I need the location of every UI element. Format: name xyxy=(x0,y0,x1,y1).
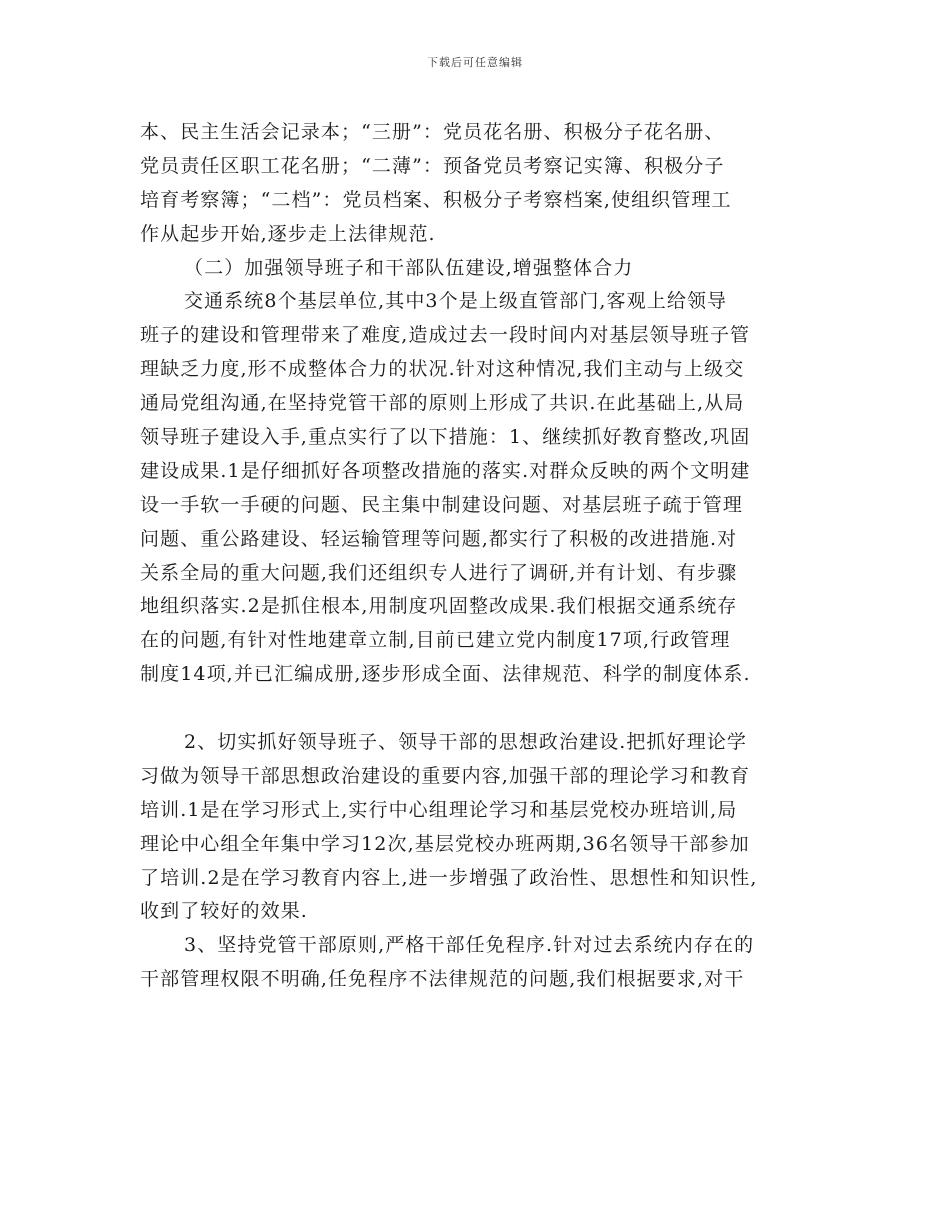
text-line: 关系全局的重大问题,我们还组织专人进行了调研,并有计划、有步骤 xyxy=(140,561,738,584)
text-line: 建设成果.1是仔细抓好各项整改措施的落实.对群众反映的两个文明建 xyxy=(140,459,751,482)
text-line: 在的问题,有针对性地建章立制,目前已建立党内制度17项,行政管理 xyxy=(140,629,731,652)
text-line: 习做为领导干部思想政治建设的重要内容,加强干部的理论学习和教育 xyxy=(140,764,751,787)
text-line: 收到了较好的效果. xyxy=(140,900,308,923)
text-line: 干部管理权限不明确,任免程序不法律规范的问题,我们根据要求,对干 xyxy=(140,968,745,991)
text-line: 通局党组沟通,在坚持党管干部的原则上形成了共识.在此基础上,从局 xyxy=(140,392,745,415)
text-line: 问题、重公路建设、轻运输管理等问题,都实行了积极的改进措施.对 xyxy=(140,527,738,550)
section-heading: （二）加强领导班子和干部队伍建设,增强整体合力 xyxy=(184,256,634,279)
text-line: 领导班子建设入手,重点实行了以下措施：1、继续抓好教育整改,巩固 xyxy=(140,426,751,449)
page-header: 下载后可任意编辑 xyxy=(427,56,523,69)
paragraph-gap xyxy=(140,692,830,726)
text-line: 设一手软一手硬的问题、民主集中制建设问题、对基层班子疏于管理 xyxy=(140,493,744,516)
document-body xyxy=(140,116,830,997)
text-line: 班子的建设和管理带来了难度,造成过去一段时间内对基层领导班子管 xyxy=(140,324,751,347)
text-line: 理缺乏力度,形不成整体合力的状况.针对这种情况,我们主动与上级交 xyxy=(140,358,745,381)
text-line: 2、切实抓好领导班子、领导干部的思想政治建设.把抓好理论学 xyxy=(184,731,748,754)
text-line: 理论中心组全年集中学习12次,基层党校办班两期,36名领导干部参加 xyxy=(140,832,750,855)
text-line: 培训.1是在学习形式上,实行中心组理论学习和基层党校办班培训,局 xyxy=(140,798,738,821)
text-line: 3、坚持党管干部原则,严格干部任免程序.针对过去系统内存在的 xyxy=(184,934,755,957)
text-line: 交通系统8个基层单位,其中3个是上级直管部门,客观上给领导 xyxy=(184,290,728,313)
text-line: 培育考察簿；“二档”：党员档案、积极分子考察档案,使组织管理工 xyxy=(140,188,732,211)
text-line: 地组织落实.2是抓住根本,用制度巩固整改成果.我们根据交通系统存 xyxy=(140,595,738,618)
text-line: 党员责任区职工花名册；“二薄”：预备党员考察记实簿、积极分子 xyxy=(140,154,725,177)
text-line: 本、民主生活会记录本；“三册”：党员花名册、积极分子花名册、 xyxy=(140,121,725,143)
text-line: 制度14项,并已汇编成册,逐步形成全面、法律规范、科学的制度体系. xyxy=(140,663,751,686)
text-line: 了培训.2是在学习教育内容上,进一步增强了政治性、思想性和知识性, xyxy=(140,866,758,889)
text-line: 作从起步开始,逐步走上法律规范. xyxy=(140,222,436,245)
